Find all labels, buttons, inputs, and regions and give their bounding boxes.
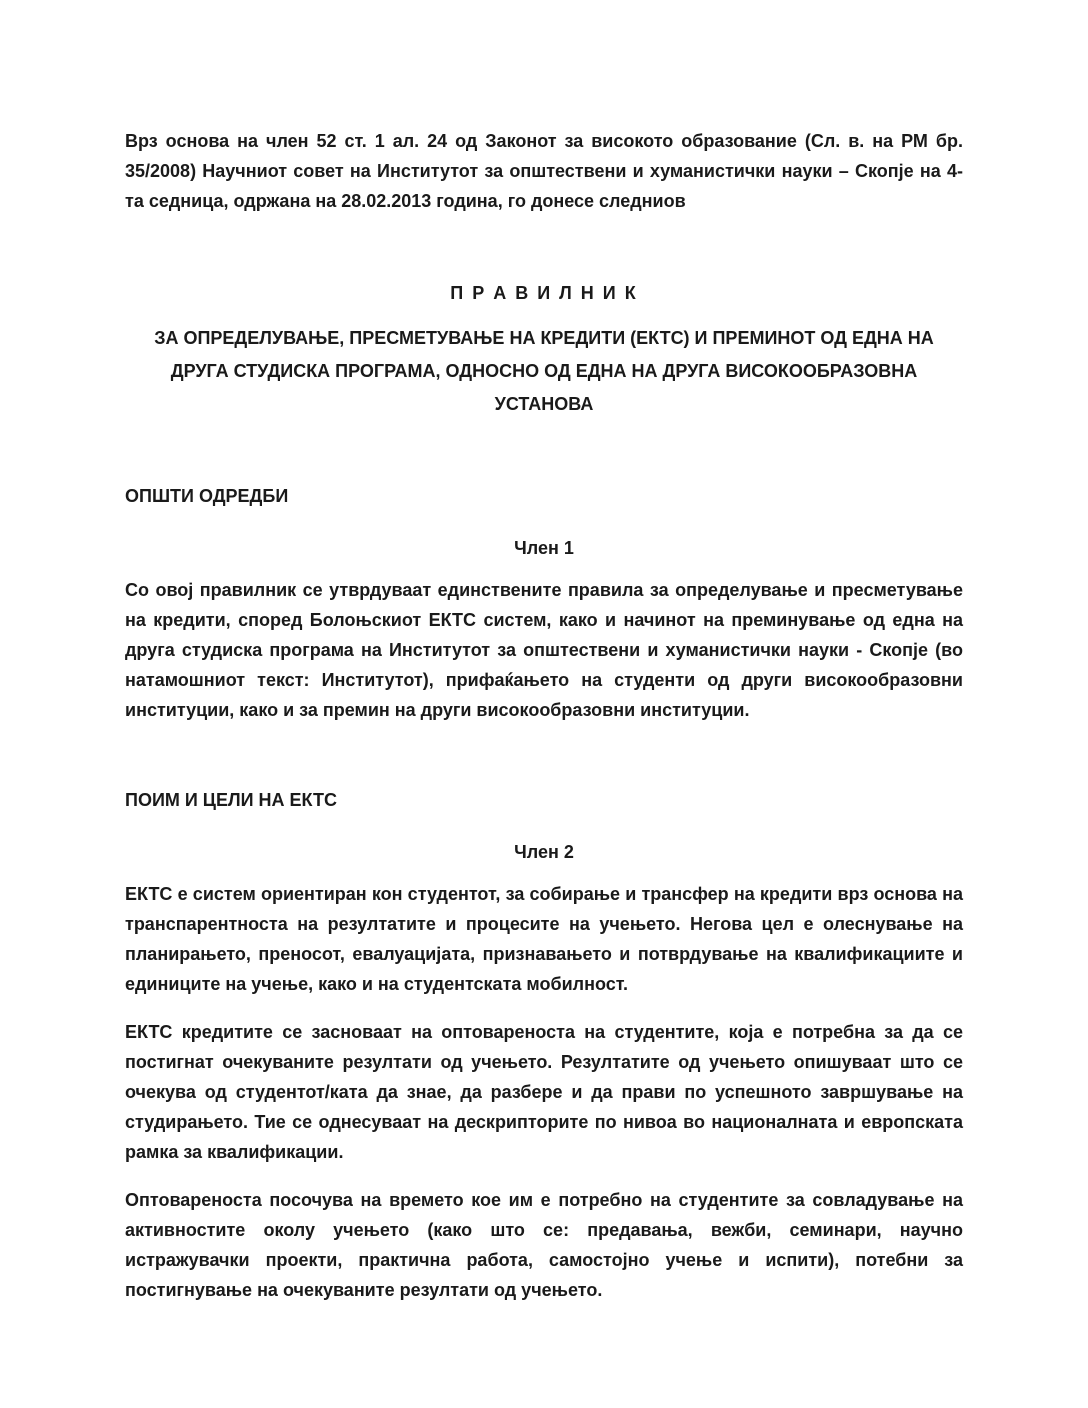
document-title: П Р А В И Л Н И К bbox=[450, 283, 638, 303]
document-subtitle: ЗА ОПРЕДЕЛУВАЊЕ, ПРЕСМЕТУВАЊЕ НА КРЕДИТИ (ЕКТС) И ПРЕМИНОТ ОД ЕДНА НА ДРУГА СТУДИСКА ПРОГРАМА, ОДНОСНО ОД ЕДНА НА ДРУГА ВИСОКООБРАЗОВНА УСТАНОВА bbox=[154, 328, 934, 414]
article-label-clen-1: Член 1 bbox=[514, 538, 574, 558]
article-label-clen-2: Член 2 bbox=[514, 842, 574, 862]
section-heading-ects-concept-goals: ПОИМ И ЦЕЛИ НА ЕКТС bbox=[125, 790, 337, 810]
article-2-paragraph-1: ЕКТС е систем ориентиран кон студентот, за собирање и трансфер на кредити врз основа на транспарентноста на резултатите и процесите на учењето. Негова цел е олеснување на планирањето, преносот, евалуацијата, признавањето и потврдување на квалификациите и единиците на учење, како и на студентската мобилност. bbox=[125, 884, 963, 994]
article-1-paragraph-1: Со овој правилник се утврдуваат единствените правила за определување и пресметување на кредити, според Болоњскиот ЕКТС систем, како и начинот на преминување од една на друга студиска програма на Институтот за општествени и хуманистички науки - Скопје (во натамошниот текст: Институтот), прифаќањето на студенти од други високообразовни институции, како и за премин на други високообразовни институции. bbox=[125, 580, 963, 720]
article-2-paragraph-2: ЕКТС кредитите се засноваат на оптовареноста на студентите, која е потребна за да се постигнат очекуваните резултати од учењето. Резултатите од учењето опишуваат што се очекува од студентот/ката да знае, да разбере и да прави по успешното завршување на студирањето. Тие се однесуваат на дескрипторите по нивоа во националната и европската рамка за квалификации. bbox=[125, 1022, 963, 1162]
section-heading-general-provisions: ОПШТИ ОДРЕДБИ bbox=[125, 486, 289, 506]
intro-paragraph: Врз основа на член 52 ст. 1 ал. 24 од Законот за високото образование (Сл. в. на РМ бр. 35/2008) Научниот совет на Институтот за општествени и хуманистички науки – Скопје на 4-та седница, одржана на 28.02.2013 година, го донесе следниов bbox=[125, 131, 963, 211]
article-2-paragraph-3: Оптовареноста посочува на времето кое им е потребно на студентите за совладување на активностите околу учењето (како што се: предавања, вежби, семинари, научно истражувачки проекти, практична работа, самостојно учење и испити), потебни за постигнување на очекуваните резултати од учењето. bbox=[125, 1190, 963, 1300]
